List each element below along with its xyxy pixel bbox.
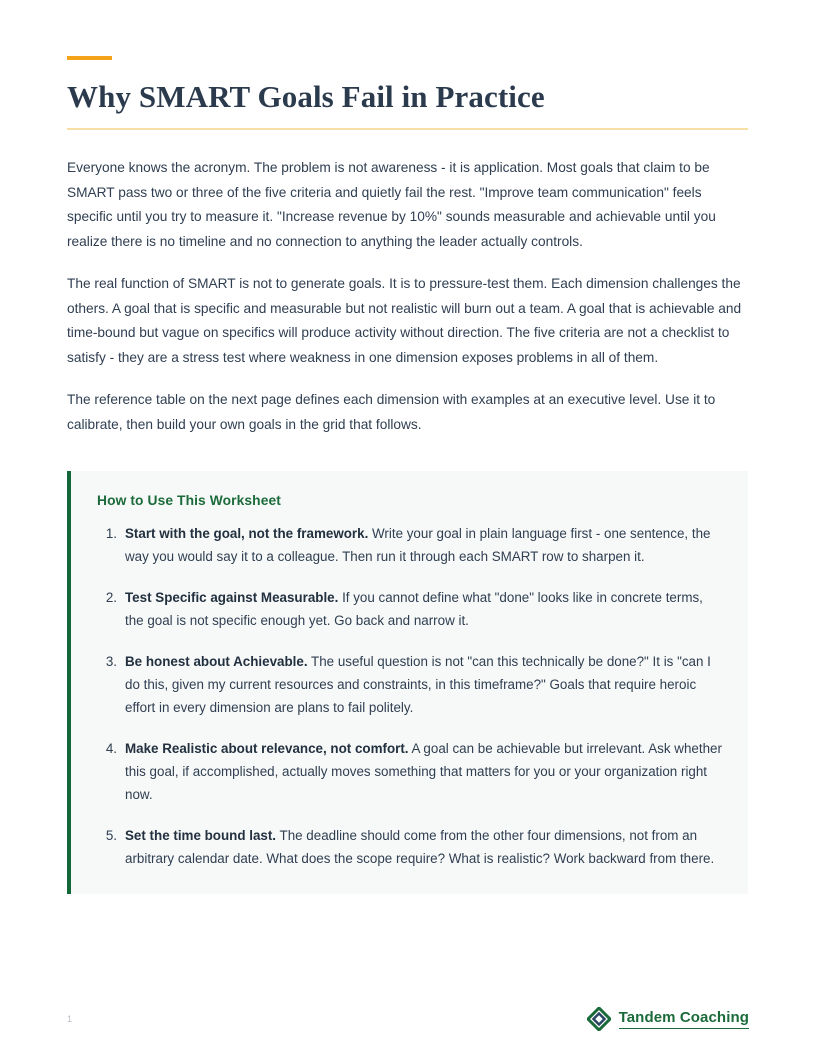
list-item-lead: Start with the goal, not the framework.	[125, 526, 369, 541]
page-content	[67, 0, 748, 894]
callout-heading: How to Use This Worksheet	[97, 493, 281, 508]
how-to-use-callout	[67, 471, 748, 894]
body-paragraph: The reference table on the next page defines each dimension with examples at an executive level. Use it to calibrate, then build your own goals in the grid that follows.	[67, 392, 716, 432]
list-item-text: Write your goal in plain language first - one sentence, the way you would say it to a colleague. Then run it through each SMART row to sharpen it.	[125, 526, 711, 564]
page-number: 1	[67, 1014, 73, 1024]
page-title: Why SMART Goals Fail in Practice	[67, 79, 545, 114]
callout-list	[97, 522, 722, 870]
list-item-lead: Set the time bound last.	[125, 828, 277, 843]
body-copy	[67, 156, 748, 437]
list-item-text: A goal can be achievable but irrelevant. Ask whether this goal, if accomplished, actually moves something that matters for you or your organization right now.	[125, 741, 722, 802]
list-item-text: The useful question is not "can this technically be done?" It is "can I do this, given my current resources and constraints, in this timeframe?" Goals that require heroic effort in every dimension are plans to fail politely.	[125, 654, 711, 715]
brand-logo	[587, 1007, 749, 1031]
list-item	[97, 522, 722, 568]
list-item	[97, 824, 722, 870]
list-item	[97, 586, 722, 632]
title-divider-rule	[67, 128, 748, 130]
title-accent-bar	[67, 56, 112, 60]
list-item-text: The deadline should come from the other four dimensions, not from an arbitrary calendar date. What does the scope require? What is realistic? Work backward from there.	[125, 828, 715, 866]
list-item-text: If you cannot define what "done" looks like in concrete terms, the goal is not specific enough yet. Go back and narrow it.	[125, 590, 703, 628]
brand-name: Tandem Coaching	[619, 1009, 749, 1029]
list-item-lead: Be honest about Achievable.	[125, 654, 308, 669]
body-paragraph: The real function of SMART is not to generate goals. It is to pressure-test them. Each dimension challenges the others. A goal that is specific and measurable but not realistic will burn out a team. A goal that is achievable and time-bound but vague on specifics will produce activity without direction. The five criteria are not a checklist to satisfy - they are a stress test where weakness in one dimension exposes problems in all of them.	[67, 276, 742, 365]
list-item	[97, 650, 722, 719]
list-item-lead: Make Realistic about relevance, not comfort.	[125, 741, 409, 756]
list-item-lead: Test Specific against Measurable.	[125, 590, 339, 605]
page-footer	[67, 1002, 749, 1036]
diamond-logo-icon	[587, 1007, 611, 1031]
body-paragraph: Everyone knows the acronym. The problem is not awareness - it is application. Most goals that claim to be SMART pass two or three of the five criteria and quietly fail the rest. "Improve team communication" feels specific until you try to measure it. "Increase revenue by 10%" sounds measurable and achievable until you realize there is no timeline and no connection to anything the leader actually controls.	[67, 160, 716, 249]
list-item	[97, 737, 722, 806]
